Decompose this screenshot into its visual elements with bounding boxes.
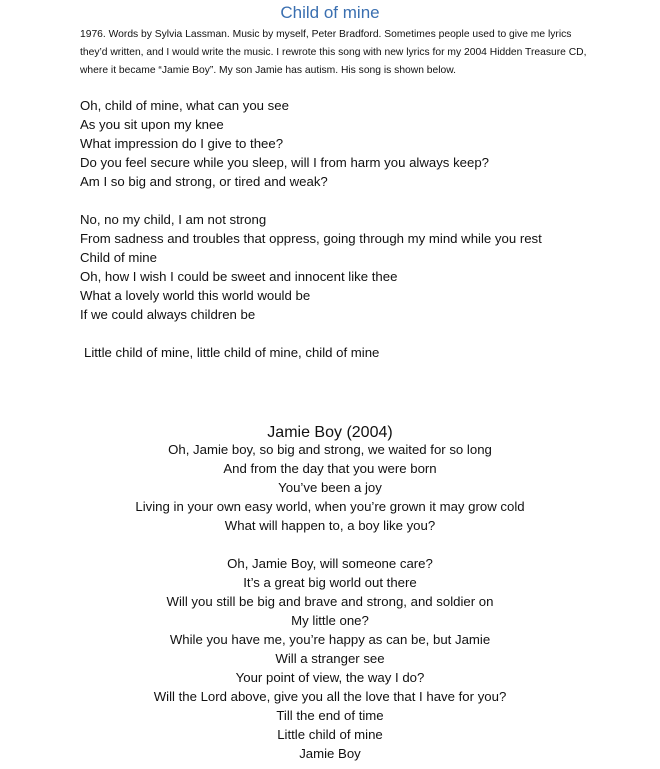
jamie-boy-title: Jamie Boy (2004): [267, 424, 393, 441]
child-of-mine-refrain: Little child of mine, little child of mine, child of mine: [84, 345, 380, 360]
lyric-line: Your point of view, the way I do?: [235, 670, 425, 685]
lyric-line: Till the end of time: [276, 708, 384, 723]
lyric-line: As you sit upon my knee: [80, 117, 224, 132]
lyric-line: Child of mine: [80, 250, 157, 265]
lyric-line: No, no my child, I am not strong: [80, 212, 267, 227]
lyric-line: And from the day that you were born: [223, 461, 437, 476]
lyric-line: While you have me, you’re happy as can be, but Jamie: [169, 632, 491, 647]
lyric-line: Oh, child of mine, what can you see: [80, 98, 289, 113]
lyric-line: Will a stranger see: [275, 651, 385, 666]
lyric-line: Am I so big and strong, or tired and weak?: [80, 174, 328, 189]
lyric-line: Will you still be big and brave and strong, and soldier on: [166, 594, 494, 609]
lyric-line: What a lovely world this world would be: [80, 288, 311, 303]
lyric-line: Oh, Jamie boy, so big and strong, we waited for so long: [168, 442, 492, 457]
child-of-mine-stanza-2: [80, 210, 640, 324]
jamie-boy-stanza-1: [0, 440, 660, 535]
intro-paragraph: [80, 26, 600, 80]
lyric-line: Will the Lord above, give you all the love that I have for you?: [153, 689, 507, 704]
lyric-line: It’s a great big world out there: [243, 575, 417, 590]
lyric-line: Oh, how I wish I could be sweet and innocent like thee: [80, 269, 398, 284]
lyric-line: My little one?: [291, 613, 369, 628]
lyric-line: What will happen to, a boy like you?: [224, 518, 436, 533]
lyric-line: If we could always children be: [80, 307, 256, 322]
page-title: Child of mine: [280, 3, 380, 22]
lyric-line: You’ve been a joy: [278, 480, 382, 495]
lyric-line: What impression do I give to thee?: [80, 136, 284, 151]
child-of-mine-stanza-1: [80, 96, 640, 191]
lyric-line: From sadness and troubles that oppress, going through my mind while you rest: [80, 231, 542, 246]
lyric-line: Jamie Boy: [299, 746, 361, 761]
lyric-line: Living in your own easy world, when you’re grown it may grow cold: [135, 499, 525, 514]
lyric-line: Little child of mine: [277, 727, 383, 742]
intro-text: 1976. Words by Sylvia Lassman. Music by myself, Peter Bradford. Sometimes people used to give me lyrics they’d written, and I would write the music. I rewrote this song with new lyrics for my 2004 Hidden Treasure CD, where it became “Jamie Boy”. My son Jamie has autism. His song is shown below.: [80, 29, 587, 76]
jamie-boy-stanza-2: [0, 554, 660, 763]
lyric-line: Oh, Jamie Boy, will someone care?: [227, 556, 433, 571]
lyric-line: Do you feel secure while you sleep, will I from harm you always keep?: [80, 155, 489, 170]
